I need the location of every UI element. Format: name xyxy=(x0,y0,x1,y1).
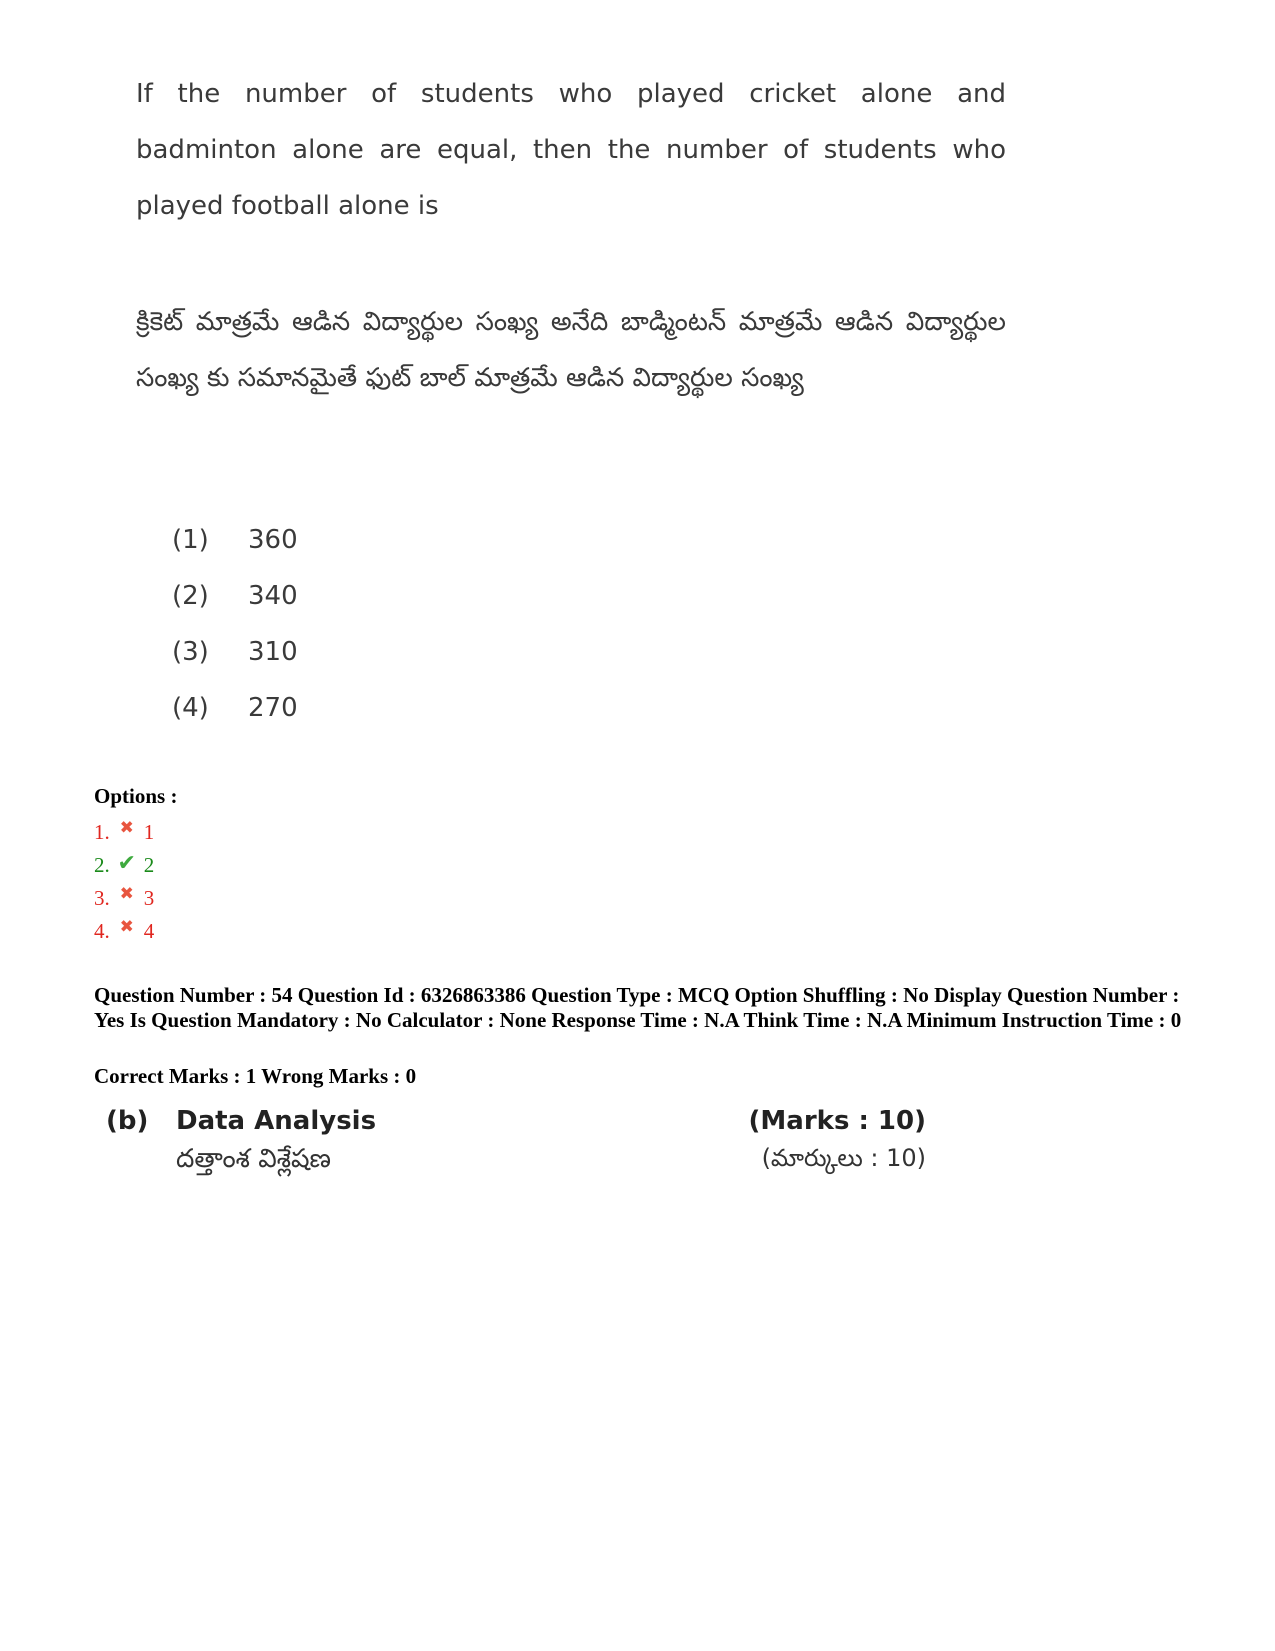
choice-number: (3) xyxy=(172,637,209,667)
choice-value: 270 xyxy=(248,693,298,723)
section-letter: (b) xyxy=(106,1106,149,1136)
option-item-3 xyxy=(94,882,177,915)
options-list xyxy=(94,784,177,948)
options-header: Options : xyxy=(94,784,178,808)
choice-number: (1) xyxy=(172,525,209,555)
cross-icon: ✖ xyxy=(119,883,134,903)
section-marks-telugu: (మార్కులు : 10) xyxy=(761,1144,926,1172)
option-item-1 xyxy=(94,816,177,849)
choice-1 xyxy=(172,512,298,568)
checkmark-icon: ✔ xyxy=(117,849,136,875)
option-index: 1. xyxy=(94,820,110,844)
section-heading xyxy=(106,1106,926,1182)
option-label: 3 xyxy=(143,886,155,910)
question-metadata: Question Number : 54 Question Id : 6326863386 Question Type : MCQ Option Shuffling : No Display Question Number : Yes Is Question Mandatory : No Calculator : None Response Time : N.A Think Time : N.A Minimum Instruction Time : 0 xyxy=(94,983,1182,1032)
choice-value: 310 xyxy=(248,637,298,667)
section-title-telugu: దత్తాంశ విశ్లేషణ xyxy=(176,1144,332,1174)
answer-choices xyxy=(172,512,298,736)
option-label: 1 xyxy=(143,820,155,844)
cross-icon: ✖ xyxy=(119,817,134,837)
choice-number: (2) xyxy=(172,581,209,611)
question-text-telugu: క్రికెట్ మాత్రమే ఆడిన విద్యార్థుల సంఖ్య అనేది బాడ్మింటన్ మాత్రమే ఆడిన విద్యార్థుల సంఖ్య కు సమానమైతే ఫుట్ బాల్ మాత్రమే ఆడిన విద్యార్థుల సంఖ్య xyxy=(136,307,1006,393)
section-title: Data Analysis xyxy=(176,1106,377,1136)
option-item-2 xyxy=(94,849,177,882)
choice-2 xyxy=(172,568,298,624)
section-heading-telugu xyxy=(106,1144,926,1182)
choice-value: 340 xyxy=(248,581,298,611)
question-text-english: If the number of students who played cricket alone and badminton alone are equal, then the number of students who played football alone is xyxy=(136,79,1006,221)
section-heading-english xyxy=(106,1106,926,1144)
option-label: 4 xyxy=(143,919,155,943)
option-index: 2. xyxy=(94,853,110,877)
choice-4 xyxy=(172,680,298,736)
marks-info: Correct Marks : 1 Wrong Marks : 0 xyxy=(94,1064,417,1088)
question-block xyxy=(136,66,1006,406)
choice-3 xyxy=(172,624,298,680)
section-marks: (Marks : 10) xyxy=(748,1106,926,1136)
option-index: 4. xyxy=(94,919,110,943)
choice-number: (4) xyxy=(172,693,209,723)
choice-value: 360 xyxy=(248,525,298,555)
cross-icon: ✖ xyxy=(119,916,134,936)
option-item-4 xyxy=(94,915,177,948)
option-label: 2 xyxy=(143,853,155,877)
option-index: 3. xyxy=(94,886,110,910)
